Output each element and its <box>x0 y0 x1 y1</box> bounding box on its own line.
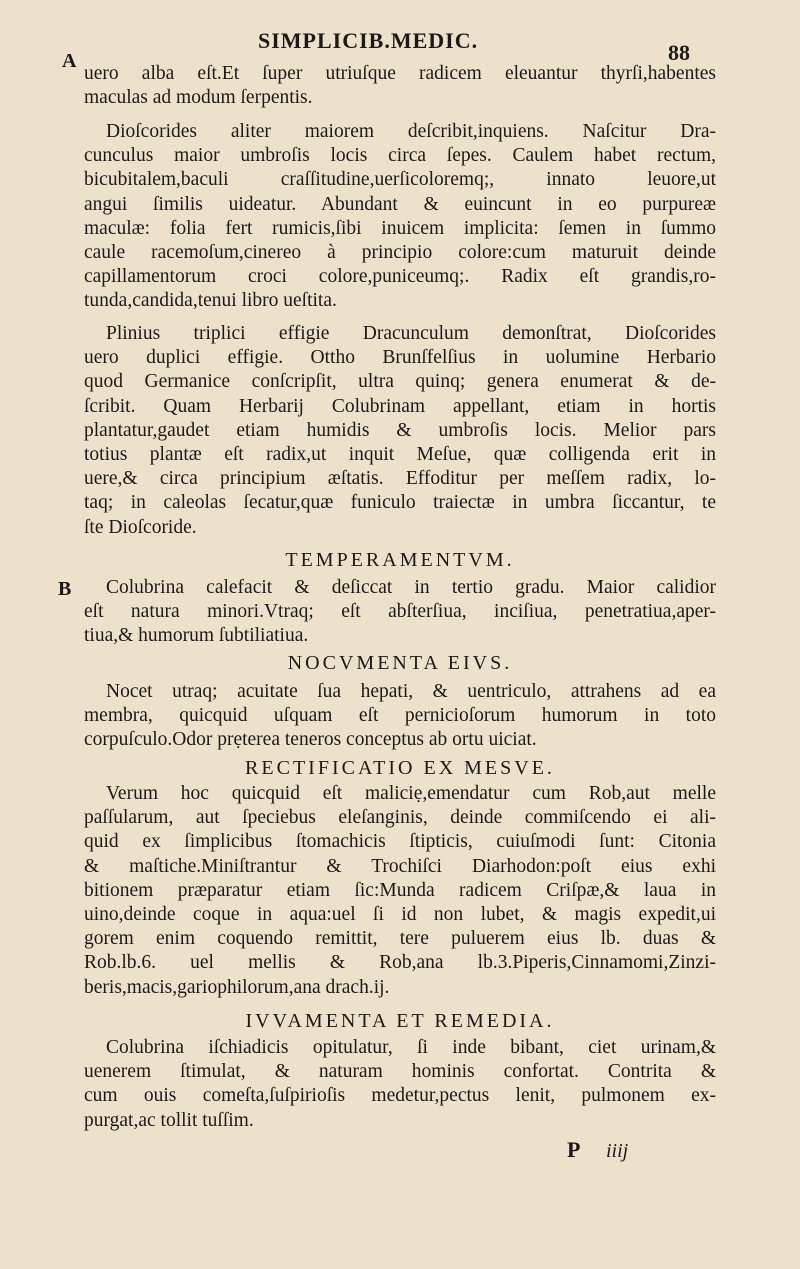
signature-mark: P <box>567 1137 581 1162</box>
text-line: capillamentorum croci colore,puniceumq;. Radix eſt grandis,ro- <box>84 266 716 288</box>
text-line: taq; in caleolas ſecatur,quæ funiculo traiectæ in umbra ſiccantur, te <box>84 492 716 514</box>
text-line: Nocet utraq; acuitate ſua hepati, & uentriculo, attrahens ad ea <box>106 681 716 702</box>
folio-number: 88 <box>668 40 690 65</box>
paragraph-6 <box>84 782 716 1000</box>
text-line: maculæ: folia fert rumicis,ſibi inuicem implicita: ſemen in ſummo <box>84 217 716 239</box>
text-line: totius plantæ eſt radix,ut inquit Meſue, quæ colligenda erit in <box>84 444 716 466</box>
text-line: Verum hoc quicquid eſt maliciẹ,emendatur cum Rob,aut melle <box>106 783 716 804</box>
text-line: gorem enim coquendo remittit, tere puluerem eius lb. duas & <box>84 928 716 950</box>
text-line: uenerem ſtimulat, & naturam hominis confortat. Contrita & <box>84 1061 716 1083</box>
text-line: ſcribit. Quam Herbarij Colubrinam appellant, etiam in hortis <box>84 395 716 417</box>
text-line: uero alba eſt.Et ſuper utriuſque radicem eleuantur thyrſi,habentes <box>84 63 716 84</box>
text-line: ſte Dioſcoride. <box>84 516 197 538</box>
paragraph-2 <box>84 120 716 314</box>
text-line: quid ex ſimplicibus ſtomachicis ſtipticis, cuiuſmodi ſunt: Citonia <box>84 831 716 853</box>
text-line: cunculus maior umbroſis locis circa ſepes. Caulem habet rectum, <box>84 145 716 167</box>
paragraph-5 <box>84 680 716 753</box>
margin-letter-b: B <box>58 578 72 600</box>
text-line: Colubrina calefacit & deſiccat in tertio gradu. Maior calidior <box>106 577 716 598</box>
margin-letter-a: A <box>62 50 77 72</box>
paragraph-3 <box>84 322 716 540</box>
text-line: quod Germanice conſcripſit, ultra quinq; genera enumerat & de- <box>84 371 716 393</box>
text-line: Dioſcorides aliter maiorem deſcribit,inquiens. Naſcitur Dra- <box>106 121 716 142</box>
running-head: SIMPLICIB.MEDIC. <box>258 28 479 53</box>
text-line: bicubitalem,baculi craſſitudine,uerſicoloremq;, innato leuore,ut <box>84 169 716 191</box>
text-line: cum ouis comeſta,ſuſpirioſis medetur,pectus lenit, pulmonem ex- <box>84 1085 716 1107</box>
text-line: & maſtiche.Miniſtrantur & Trochiſci Diarhodon:poſt eius exhi <box>84 855 716 877</box>
text-line: tunda,candida,tenui libro ueſtita. <box>84 290 337 312</box>
signature-number: iiij <box>606 1140 629 1162</box>
text-line: uero duplici effigie. Ottho Brunſfelſius in uolumine Herbario <box>84 347 716 369</box>
text-line: angui ſimilis uideatur. Abundant & euincunt in eo purpureæ <box>84 193 716 215</box>
paragraph-1 <box>84 62 716 110</box>
section-heading-iuvamenta: IVVAMENTA ET REMEDIA. <box>245 1010 555 1032</box>
text-line: purgat,ac tollit tuſſim. <box>84 1109 254 1131</box>
text-line: Colubrina iſchiadicis opitulatur, ſi inde bibant, ciet urinam,& <box>106 1037 716 1058</box>
text-line: tiua,& humorum ſubtiliatiua. <box>84 625 309 647</box>
text-line: bitionem præparatur etiam ſic:Munda radicem Criſpæ,& laua in <box>84 879 716 901</box>
paragraph-7 <box>84 1036 716 1133</box>
section-heading-rectificatio: RECTIFICATIO EX MESVE. <box>245 757 555 779</box>
text-line: Rob.lb.6. uel mellis & Rob,ana lb.3.Piperis,Cinnamomi,Zinzi- <box>84 952 716 974</box>
text-line: Plinius triplici effigie Dracunculum demonſtrat, Dioſcorides <box>106 323 716 344</box>
text-line: uino,deinde coque in aqua:uel ſi id non lubet, & magis expedit,ui <box>84 904 716 926</box>
section-heading-nocumenta: NOCVMENTA EIVS. <box>287 652 513 674</box>
paragraph-4 <box>84 576 716 649</box>
text-line: uere,& circa principium æſtatis. Effoditur per meſſem radix, lo- <box>84 468 716 490</box>
text-line: paſſularum, aut ſpeciebus eleſanginis, deinde commiſcendo ei ali- <box>84 807 716 829</box>
text-line: maculas ad modum ſerpentis. <box>84 87 313 109</box>
text-line: eſt natura minori.Vtraq; eſt abſterſiua, inciſiua, penetratiua,aper- <box>84 601 716 623</box>
text-line: corpuſculo.Odor prẹterea teneros conceptus ab ortu uiciat. <box>84 729 537 751</box>
text-line: membra, quicquid uſquam eſt pernicioſorum humorum in toto <box>84 705 716 727</box>
text-line: beris,macis,gariophilorum,ana drach.ij. <box>84 976 390 998</box>
section-heading-temperamentum: TEMPERAMENTVM. <box>285 549 515 571</box>
text-line: plantatur,gaudet etiam humidis & umbroſis locis. Melior pars <box>84 419 716 441</box>
text-line: caule racemoſum,cinereo à principio colore:cum maturuit deinde <box>84 242 716 264</box>
